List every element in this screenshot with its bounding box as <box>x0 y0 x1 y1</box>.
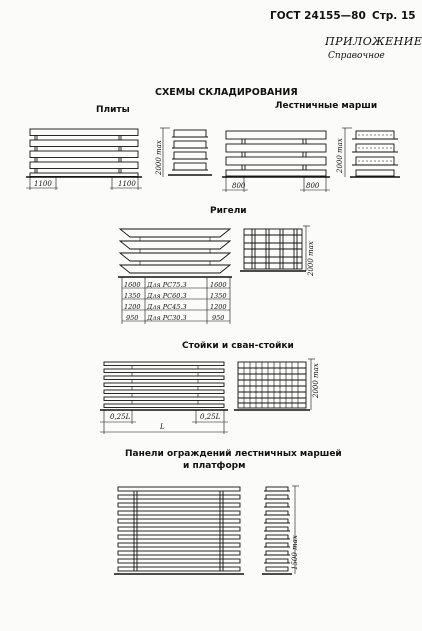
table-row-2-left: 1350 <box>124 292 141 300</box>
table-row-2-mid: Для РС60.3 <box>147 292 187 300</box>
rigels-end-view <box>240 226 310 271</box>
section-label-panels-2: и платформ <box>183 461 246 471</box>
table-row-4-mid: Для РС30.3 <box>147 314 187 322</box>
page-number: Стр. 15 <box>372 10 416 22</box>
table-row-3-left: 1200 <box>124 303 141 311</box>
plates-side-view <box>26 129 142 190</box>
stairs-side-view <box>222 131 330 192</box>
appendix-type: Справочное <box>328 51 385 61</box>
section-label-plates: Плиты <box>96 105 130 115</box>
table-row-2-right: 1350 <box>210 292 227 300</box>
dim-plates-height: 2000 max <box>155 140 163 175</box>
dim-posts-left: 0,25L <box>110 413 131 421</box>
table-row-1-right: 1600 <box>210 281 227 289</box>
table-row-3-right: 1200 <box>210 303 227 311</box>
dim-plates-right: 1100 <box>118 180 136 188</box>
table-row-1-left: 1600 <box>124 281 141 289</box>
section-label-panels-1: Панели ограждений лестничных маршей <box>125 449 342 459</box>
section-label-rigels: Ригели <box>210 206 247 216</box>
plates-end-view <box>160 128 212 177</box>
dim-stairs-right: 800 <box>306 182 320 190</box>
rigels-side-view <box>118 229 232 324</box>
panels-side-view <box>114 487 244 574</box>
document-code: ГОСТ 24155—80 <box>270 10 366 22</box>
table-row-4-left: 950 <box>126 314 139 322</box>
dim-rigels-height: 2000 max <box>307 241 315 276</box>
table-row-3-mid: Для РС45.3 <box>147 303 187 311</box>
section-label-stairs: Лестничные марши <box>275 101 378 111</box>
section-label-posts: Стойки и сван-стойки <box>182 341 294 351</box>
stairs-end-view <box>342 128 400 177</box>
dim-plates-left: 1100 <box>34 180 52 188</box>
posts-side-view <box>100 362 228 434</box>
table-row-1-mid: Для РС75.3 <box>147 281 187 289</box>
dim-panels-height: 1500 max <box>291 535 299 570</box>
dim-stairs-height: 2000 max <box>336 138 344 173</box>
dim-posts-length: L <box>160 423 165 431</box>
dim-posts-height: 2000 max <box>312 363 320 398</box>
appendix-heading: ПРИЛОЖЕНИЕ <box>325 35 422 48</box>
page-title: СХЕМЫ СКЛАДИРОВАНИЯ <box>155 87 298 98</box>
posts-end-view <box>234 359 315 410</box>
dim-stairs-left: 800 <box>232 182 246 190</box>
table-row-4-right: 950 <box>212 314 225 322</box>
panels-end-view <box>262 486 299 574</box>
dim-posts-right: 0,25L <box>200 413 221 421</box>
